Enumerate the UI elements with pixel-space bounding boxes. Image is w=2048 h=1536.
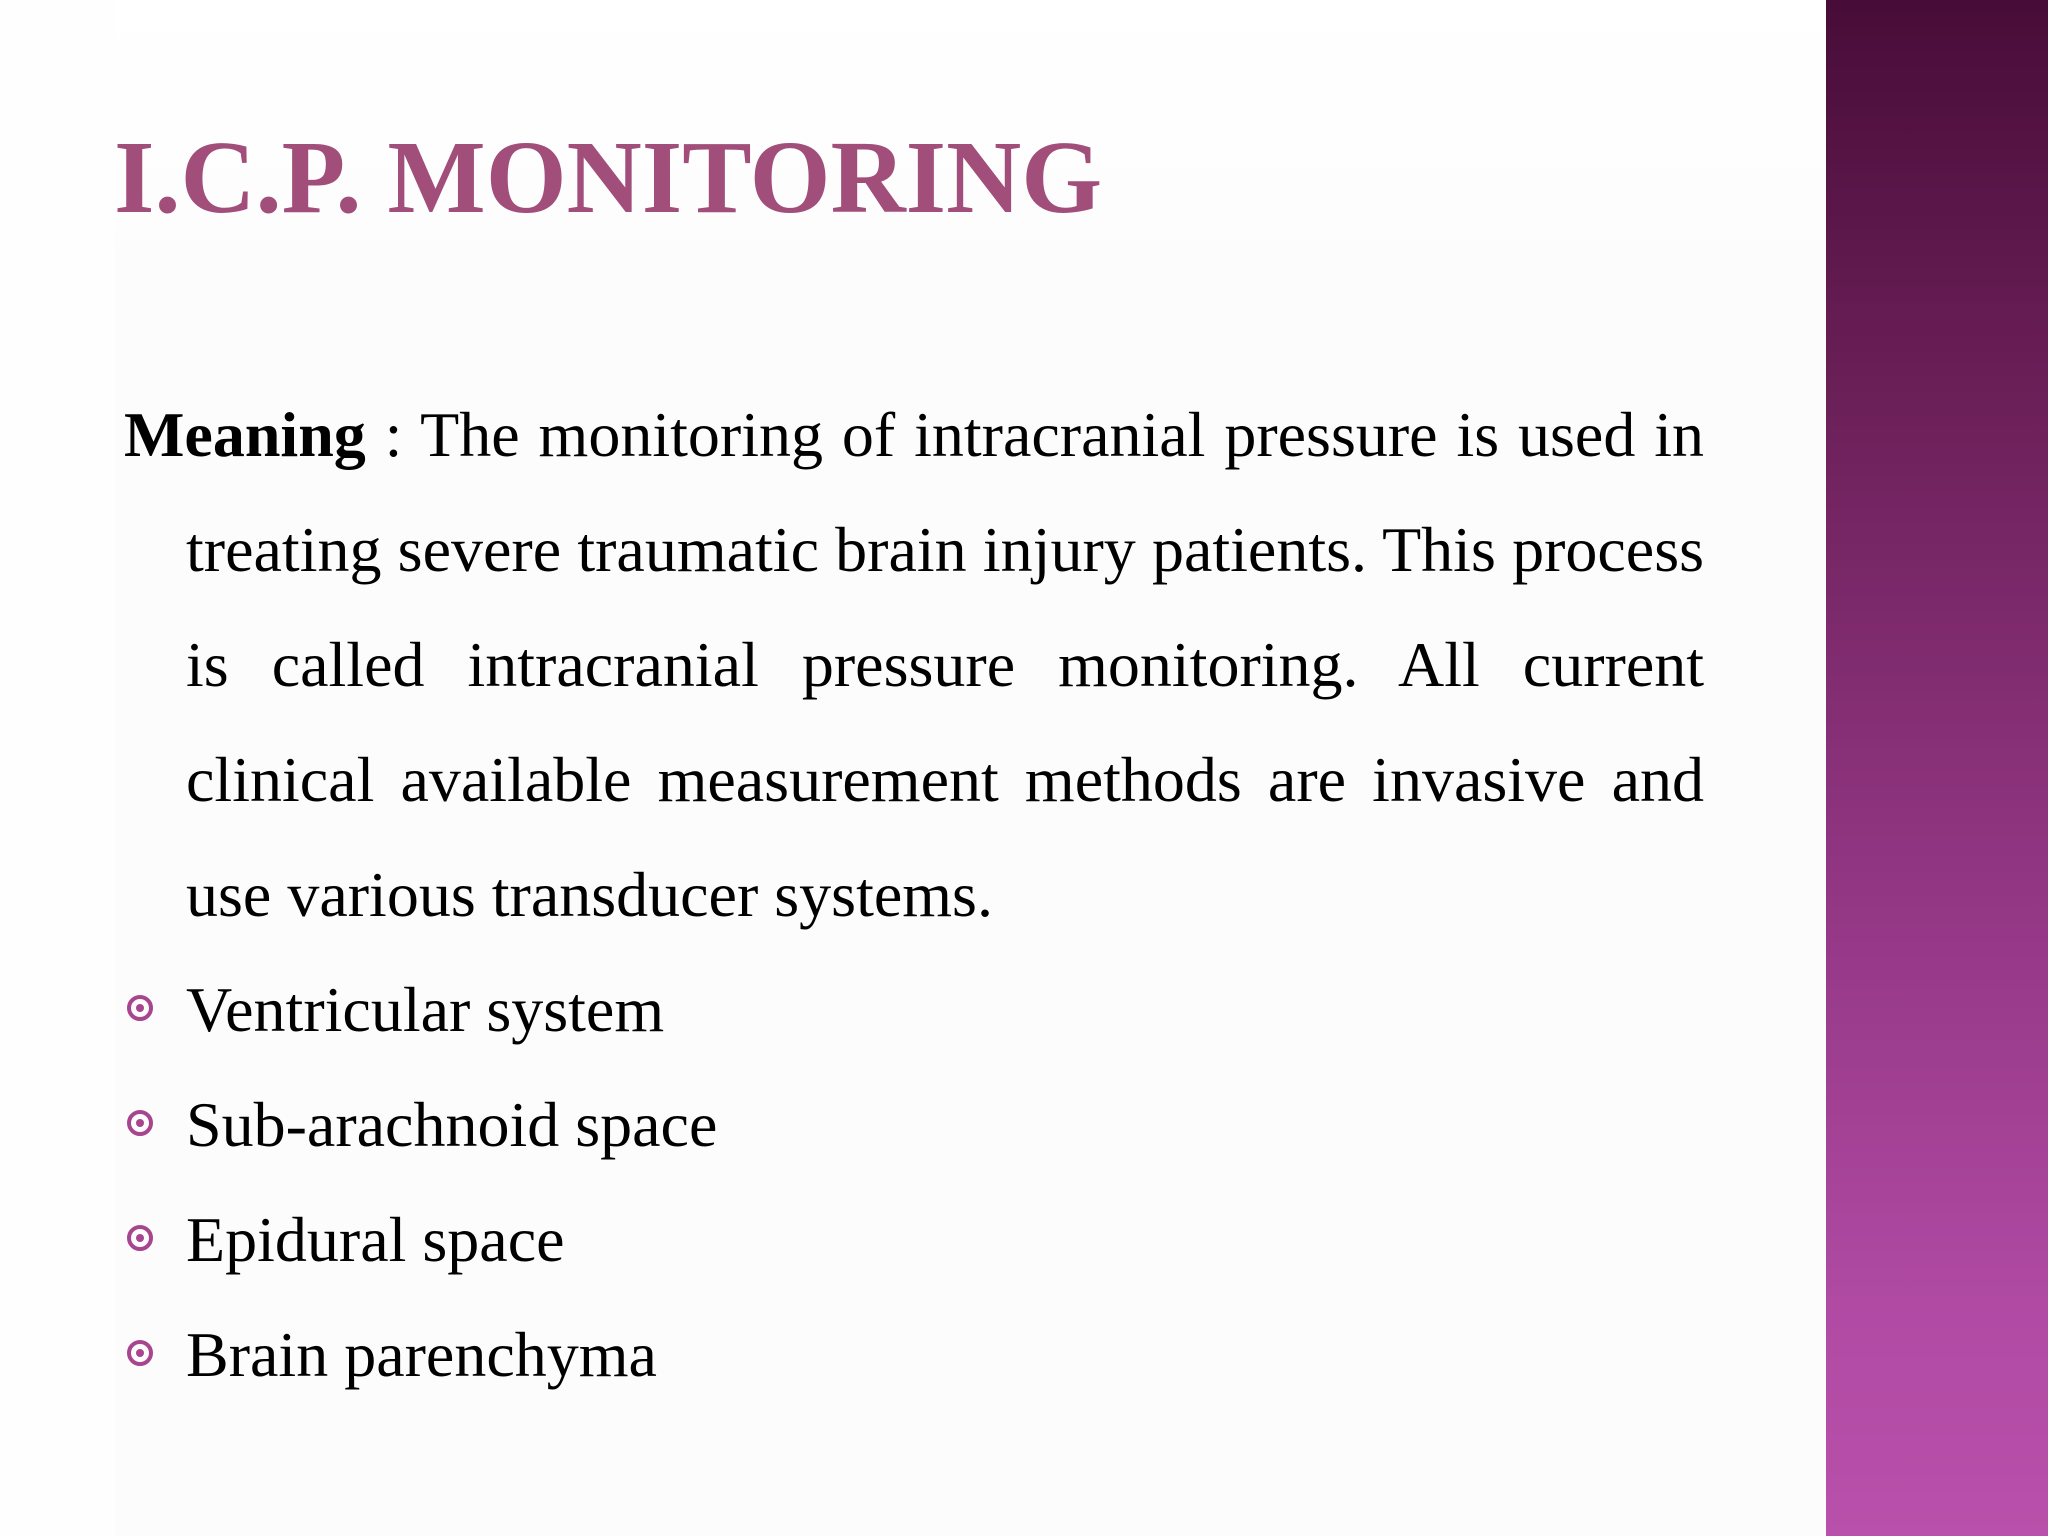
- circle-dot-icon: [127, 1340, 153, 1366]
- side-decor-band: [1826, 0, 2048, 1536]
- meaning-label: Meaning: [124, 399, 366, 470]
- circle-dot-icon: [127, 995, 153, 1021]
- slide-body: [124, 377, 1704, 1412]
- list-item: [124, 1182, 1704, 1297]
- circle-dot-icon: [127, 1225, 153, 1251]
- bullet-label: Epidural space: [186, 1204, 565, 1275]
- list-item: [124, 1297, 1704, 1412]
- list-item: [124, 952, 1704, 1067]
- bullet-label: Sub-arachnoid space: [186, 1089, 718, 1160]
- bullet-label: Ventricular system: [186, 974, 665, 1045]
- meaning-paragraph: [124, 377, 1704, 952]
- meaning-separator: :: [365, 399, 421, 470]
- bullet-list: [124, 952, 1704, 1412]
- slide-title: I.C.P. MONITORING: [114, 120, 1103, 235]
- bullet-label: Brain parenchyma: [186, 1319, 657, 1390]
- circle-dot-icon: [127, 1110, 153, 1136]
- list-item: [124, 1067, 1704, 1182]
- meaning-text: The monitoring of intracranial pressure is used in treating severe traumatic brain injury patients. This process is called intracranial pressure monitoring. All current clinical available measurement methods are invasive and use various transducer systems.: [186, 399, 1705, 930]
